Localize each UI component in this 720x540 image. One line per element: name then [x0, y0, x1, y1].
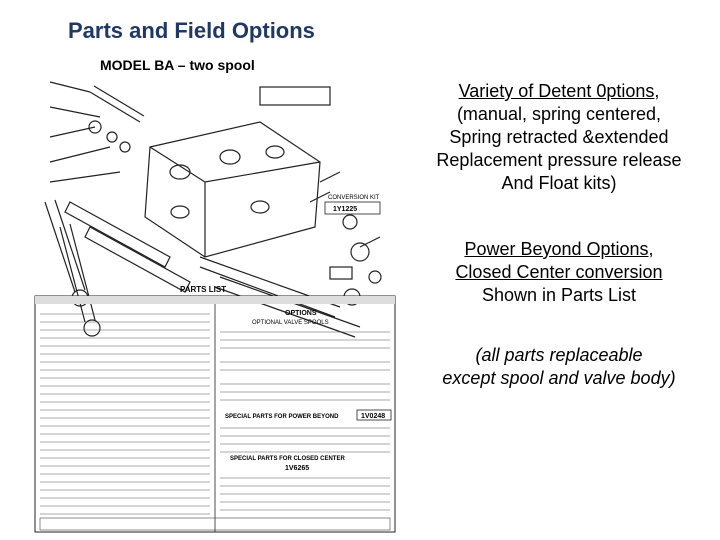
detent-line-1 — [400, 80, 718, 103]
power-beyond-label: SPECIAL PARTS FOR POWER BEYOND — [225, 414, 339, 420]
power-line-1 — [400, 238, 718, 261]
power-beyond-note — [400, 238, 718, 307]
detent-line-2: (manual, spring centered, — [456, 104, 662, 124]
callout-kit: 1Y1225 — [333, 206, 358, 213]
model-label: MODEL BA – two spool — [100, 57, 255, 73]
optional-spools-label: OPTIONAL VALVE SPOOLS — [252, 320, 329, 326]
parts-list-table — [35, 285, 395, 532]
slide-title: Parts and Field Options — [68, 18, 315, 43]
detent-title: Variety of Detent 0ptions — [458, 81, 655, 101]
callout-convert: CONVERSION KIT — [328, 195, 380, 201]
power-title-comma: , — [648, 239, 654, 259]
parts-diagram-image — [30, 52, 400, 537]
replace-line-1: (all parts replaceable — [475, 345, 643, 365]
replaceable-parts-note — [400, 344, 718, 390]
detent-line-3: Spring retracted &extended — [449, 127, 669, 147]
power-line-3: Shown in Parts List — [481, 285, 637, 305]
detent-line-4: Replacement pressure release — [436, 150, 682, 170]
power-beyond-kit: 1V0248 — [361, 413, 386, 420]
options-label: OPTIONS — [285, 310, 317, 317]
closed-center-kit: 1V6265 — [285, 465, 310, 472]
parts-list-label: PARTS LIST — [180, 285, 227, 294]
detent-line-5: And Float kits) — [501, 173, 617, 193]
closed-center-label: SPECIAL PARTS FOR CLOSED CENTER — [230, 456, 345, 462]
replace-line-2: except spool and valve body) — [442, 368, 676, 388]
detent-title-comma: , — [654, 81, 660, 101]
closed-center-title: Closed Center conversion — [455, 262, 663, 282]
power-beyond-title: Power Beyond Options — [464, 239, 649, 259]
detent-options-note — [400, 80, 718, 195]
